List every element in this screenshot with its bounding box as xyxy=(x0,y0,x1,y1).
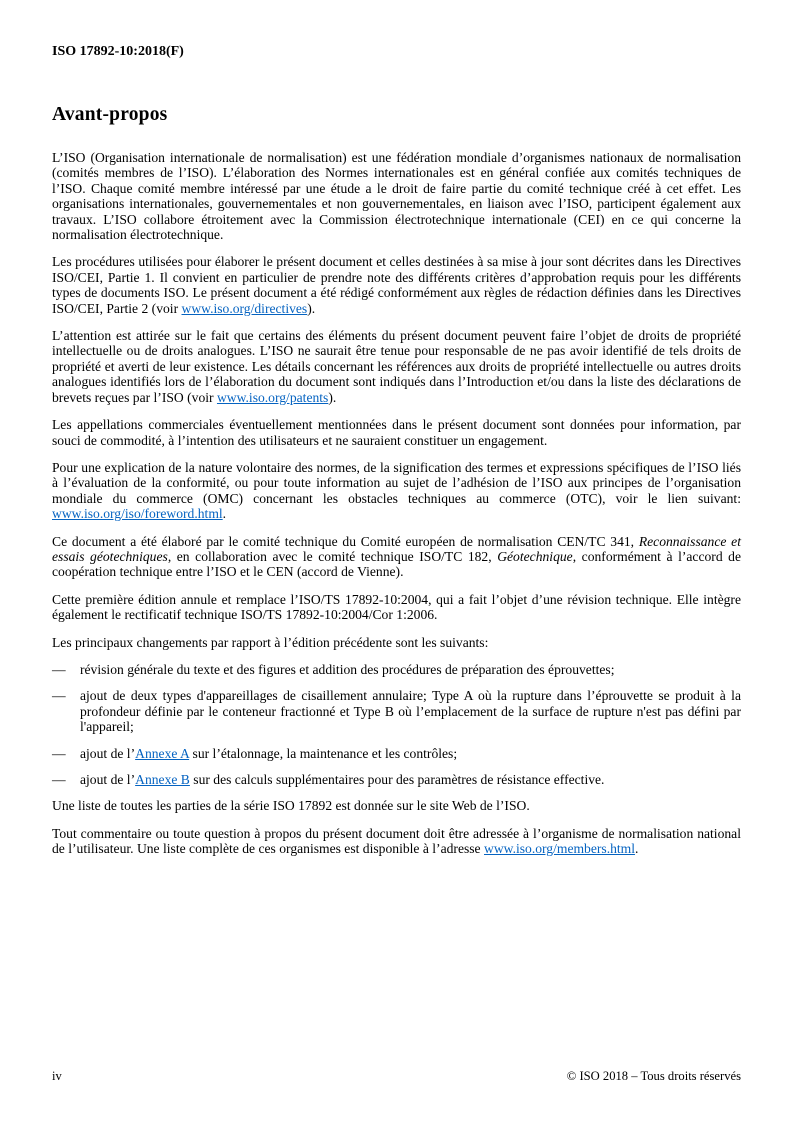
list-dash-marker: — xyxy=(52,745,66,761)
text-run: Ce document a été élaboré par le comité technique du Comité européen de normalisation CEN/TC 341, xyxy=(52,533,639,549)
page-footer xyxy=(52,1069,741,1084)
italic-text: Reconnaissance et essais géotechniques xyxy=(52,533,741,564)
text-run: sur l’étalonnage, la maintenance et les contrôles; xyxy=(189,745,458,761)
text-run: , en collaboration avec le comité technique ISO/TC 182, xyxy=(167,548,498,564)
text-run: ). xyxy=(307,300,316,316)
text-run: Pour une explication de la nature volontaire des normes, de la signification des termes et expressions spécifiques de l’ISO liés à l’évaluation de la conformité, ou pour toute information au sujet de l’adhésion de l’ISO aux principes de l’organisation mondiale du commerce (OMC) concernant les obstacles techniques au commerce (OTC), voir le lien suivant: xyxy=(52,459,741,506)
hyperlink[interactable]: www.iso.org/patents xyxy=(216,389,329,405)
text-run: Tout commentaire ou toute question à propos du présent document doit être adressée à l’organisme de normalisation national de l’utilisateur. Une liste complète de ces organismes est disponible à l’adresse xyxy=(52,825,741,857)
text-run: ajout de l’ xyxy=(80,745,136,761)
text-run: L’attention est attirée sur le fait que certains des éléments du présent document peuvent faire l’objet de droits de propriété intellectuelle ou de droits analogues. L’ISO ne saurait être tenue pour responsable de ne pas avoir identifié de tels droits de propriété et averti de leur existence. Les détails concernant les références aux droits de propriété intellectuelle ou autres droits analogues identifiés lors de l’élaboration du document sont indiqués dans l’Introduction et/ou dans la liste des déclarations de brevets reçues par l’ISO (voir xyxy=(52,328,741,405)
list-item xyxy=(52,772,741,787)
paragraph xyxy=(52,254,741,316)
list-item xyxy=(52,688,741,734)
text-run: L’ISO (Organisation internationale de normalisation) est une fédération mondiale d’organismes nationaux de normalisation (comités membres de l’ISO). L’élaboration des Normes internationales est en général confiée aux comités techniques de l’ISO. Chaque comité membre intéressé par une étude a le droit de faire partie du comité technique créé à cet effet. Les organisations internationales, gouvernementales et non gouvernementales, en liaison avec l’ISO, participent également aux travaux. L’ISO collabore étroitement avec la Commission électrotechnique internationale (CEI) en ce qui concerne la normalisation électrotechnique. xyxy=(52,150,741,243)
document-reference: ISO 17892-10:2018(F) xyxy=(52,44,184,59)
list-dash-marker: — xyxy=(52,688,66,704)
paragraph xyxy=(52,798,741,813)
list-item-text xyxy=(80,746,741,761)
hyperlink[interactable]: Annexe B xyxy=(135,772,190,787)
text-run: , conformément à l’accord de coopération technique entre l’ISO et le CEN (accord de Vienne). xyxy=(52,548,742,580)
hyperlink[interactable]: www.iso.org/iso/foreword.html xyxy=(52,506,223,522)
list-item xyxy=(52,662,741,677)
text-run: . xyxy=(635,841,639,857)
paragraph xyxy=(52,417,741,448)
page-title: Avant-propos xyxy=(52,104,168,125)
list-item xyxy=(52,746,741,761)
text-run: sur des calculs supplémentaires pour des paramètres de résistance effective. xyxy=(189,772,605,787)
paragraph xyxy=(52,328,741,405)
running-header xyxy=(52,44,741,60)
hyperlink[interactable]: Annexe A xyxy=(135,745,190,761)
paragraph xyxy=(52,826,741,857)
list-dash-marker: — xyxy=(52,772,66,787)
paragraph xyxy=(52,460,741,522)
text-run: Cette première édition annule et remplace l’ISO/TS 17892-10:2004, qui a fait l’objet d’une révision technique. Elle intègre également le rectificatif technique ISO/TS 17892-10:2004/Cor 1:2006. xyxy=(52,591,741,623)
paragraph xyxy=(52,635,741,650)
paragraph xyxy=(52,150,741,242)
page-number: iv xyxy=(52,1069,62,1083)
text-run: Les appellations commerciales éventuellement mentionnées dans le présent document sont données pour information, par souci de commodité, à l’intention des utilisateurs et ne sauraient constituer un engagement. xyxy=(52,417,741,448)
text-run: révision générale du texte et des figures et addition des procédures de préparation des éprouvettes; xyxy=(80,661,615,677)
list-dash-marker: — xyxy=(52,661,66,677)
text-run: Une liste de toutes les parties de la série ISO 17892 est donnée sur le site Web de l’ISO. xyxy=(52,798,530,814)
hyperlink[interactable]: www.iso.org/directives xyxy=(181,300,308,316)
list-item-text xyxy=(80,662,741,677)
text-run: ajout de l’ xyxy=(80,772,136,787)
paragraph xyxy=(52,592,741,623)
copyright-notice: © ISO 2018 – Tous droits réservés xyxy=(566,1069,741,1083)
text-run: Les principaux changements par rapport à l’édition précédente sont les suivants: xyxy=(52,634,489,650)
list-item-text xyxy=(80,772,741,787)
text-run: ajout de deux types d'appareillages de cisaillement annulaire; Type A où la rupture dans l’éprouvette se produit à la profondeur définie par le conteneur fractionné et Type B où l’emplacement de la surface de rupture n'est pas défini par l'appareil; xyxy=(80,688,741,735)
text-run: ). xyxy=(328,389,337,405)
hyperlink[interactable]: www.iso.org/members.html xyxy=(484,841,636,857)
italic-text: Géotechnique xyxy=(497,548,573,564)
paragraph xyxy=(52,534,741,580)
list-item-text xyxy=(80,688,741,734)
text-run: Les procédures utilisées pour élaborer le présent document et celles destinées à sa mise à jour sont décrites dans les Directives ISO/CEI, Partie 1. Il convient en particulier de prendre note des différents critères d’approbation requis pour les différents types de documents ISO. Le présent document a été rédigé conformément aux règles de rédaction définies dans les Directives ISO/CEI, Partie 2 (voir xyxy=(52,254,741,316)
document-body xyxy=(52,150,741,857)
text-run: . xyxy=(222,506,227,522)
